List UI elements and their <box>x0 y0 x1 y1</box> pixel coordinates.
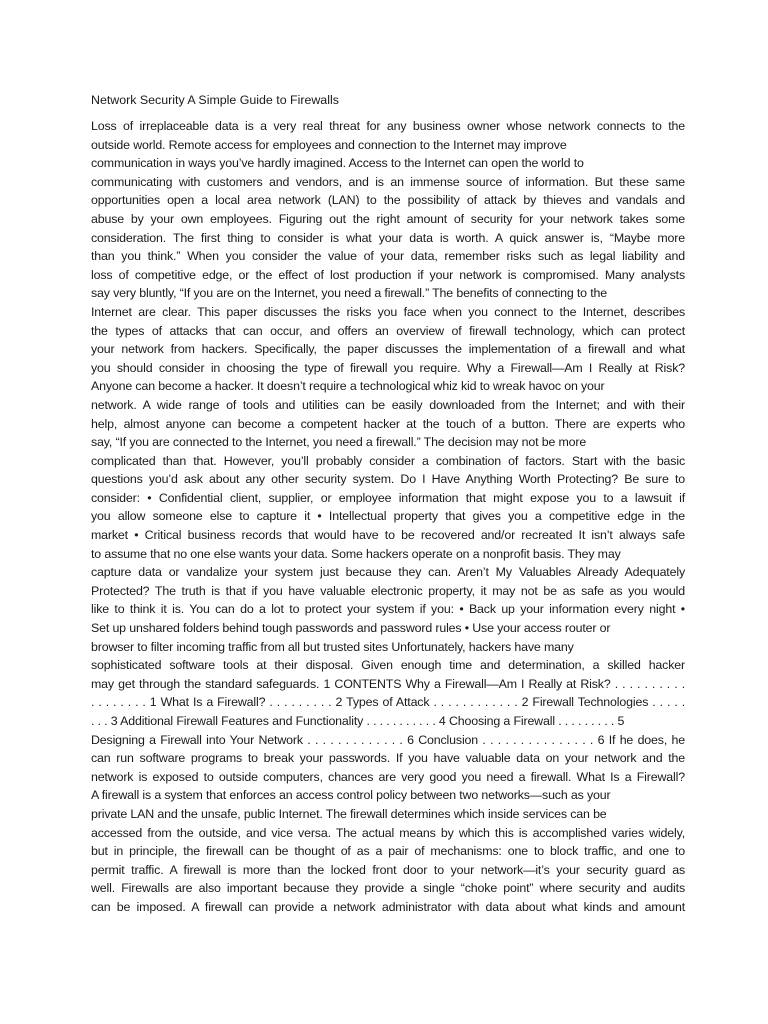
body-line: questions you’d ask about any other security system. Do I Have Anything Worth Protecting? Be sure to <box>91 472 685 487</box>
body-line: say, “If you are connected to the Internet, you need a firewall.” The decision may not be more <box>91 435 587 450</box>
body-line: outside world. Remote access for employees and connection to the Internet may improve <box>91 137 567 152</box>
body-line: help, almost anyone can become a competent hacker at the touch of a button. There are experts who <box>91 416 685 431</box>
body-line: Internet are clear. This paper discusses the risks you face when you connect to the Internet, describes <box>91 304 685 319</box>
body-line: but in principle, the firewall can be thought of as a pair of mechanisms: one to block traffic, and one to <box>91 844 685 859</box>
body-line: market • Critical business records that would have to be recovered and/or recreated It isn’t always safe <box>91 528 685 543</box>
body-line: to assume that no one else wants your data. Some hackers operate on a nonprofit basis. They may <box>91 546 621 561</box>
body-line: can be imposed. A firewall can provide a network administrator with data about what kinds and amount <box>91 899 685 914</box>
body-line: private LAN and the unsafe, public Internet. The firewall determines which inside services can be <box>91 806 607 821</box>
document-body <box>91 117 685 917</box>
body-line: well. Firewalls are also important because they provide a single “choke point” where security and audits <box>91 881 685 896</box>
body-line: Anyone can become a hacker. It doesn’t require a technological whiz kid to wreak havoc on your <box>91 379 605 394</box>
body-line: network is exposed to outside computers, chances are very good you need a firewall. What Is a Firewall? <box>91 769 685 784</box>
body-line: capture data or vandalize your system just because they can. Aren’t My Valuables Already Adequately <box>91 565 685 580</box>
body-line: the types of attacks that can occur, and offers an overview of firewall technology, which can protect <box>91 323 685 338</box>
body-line: can run software programs to break your passwords. If you have valuable data on your network and the <box>91 751 685 766</box>
body-line: network. A wide range of tools and utilities can be easily downloaded from the Internet; and with their <box>91 397 685 412</box>
body-line: consideration. The first thing to consider is what your data is worth. A quick answer is, “Maybe more <box>91 230 685 245</box>
body-line: opportunities open a local area network (LAN) to the possibility of attack by thieves and vandals and <box>91 193 685 208</box>
body-line: accessed from the outside, and vice versa. The actual means by which this is accomplished varies widely, <box>91 825 685 840</box>
body-line: may get through the standard safeguards. 1 CONTENTS Why a Firewall—Am I Really at Risk? . . . . . . . . . . <box>91 676 685 691</box>
body-line: like to think it is. You can do a lot to protect your system if you: • Back up your information every night • <box>91 602 685 617</box>
body-line: abuse by your own employees. Figuring out the right amount of security for your network takes some <box>91 211 685 226</box>
body-line: your network from hackers. Specifically, the paper discusses the implementation of a firewall and what <box>91 342 685 357</box>
body-line: loss of competitive edge, or the effect of lost production if your network is compromised. Many analysts <box>91 267 685 282</box>
body-line: browser to filter incoming traffic from all but trusted sites Unfortunately, hackers have many <box>91 639 574 654</box>
body-line: you should consider in choosing the type of firewall you require. Why a Firewall—Am I Really at Risk? <box>91 360 685 375</box>
body-line: say very bluntly, “If you are on the Internet, you need a firewall.” The benefits of connecting to the <box>91 286 607 301</box>
body-line: communicating with customers and vendors, and is an immense source of information. But these same <box>91 174 685 189</box>
body-line: Loss of irreplaceable data is a very real threat for any business owner whose network connects to the <box>91 119 685 133</box>
body-line: communication in ways you’ve hardly imagined. Access to the Internet can open the world to <box>91 156 584 171</box>
document-page <box>91 92 685 917</box>
body-line: Protected? The truth is that if you have valuable electronic property, it may not be as safe as you would <box>91 583 685 598</box>
body-line: you allow someone else to capture it • Intellectual property that gives you a competitive edge in the <box>91 509 685 524</box>
body-line: than you think.” When you consider the value of your data, remember risks such as legal liability and <box>91 249 685 264</box>
body-line: . . . . . . . . 1 What Is a Firewall? . . . . . . . . . 2 Types of Attack . . . . . . . . . . . . 2 Firewall Technologies . . . . . <box>91 695 685 710</box>
body-line: complicated than that. However, you’ll probably consider a combination of factors. Start with the basic <box>91 453 685 468</box>
body-line: permit traffic. A firewall is more than the locked front door to your network—it’s your security guard as <box>91 862 685 877</box>
body-line: sophisticated software tools at their disposal. Given enough time and determination, a skilled hacker <box>91 658 685 673</box>
body-line: Set up unshared folders behind tough passwords and password rules • Use your access router or <box>91 621 611 636</box>
body-line: consider: • Confidential client, supplier, or employee information that might expose you to a lawsuit if <box>91 490 685 505</box>
body-line: . . . 3 Additional Firewall Features and Functionality . . . . . . . . . . . 4 Choosing a Firewall . . . . . . . . . 5 <box>91 714 625 728</box>
body-line: A firewall is a system that enforces an access control policy between two networks—such as your <box>91 788 611 803</box>
document-title: Network Security A Simple Guide to Firewalls <box>91 93 339 107</box>
body-line: Designing a Firewall into Your Network . . . . . . . . . . . . . 6 Conclusion . . . . . . . . . . . . . . . 6 If he does, he <box>91 732 685 747</box>
